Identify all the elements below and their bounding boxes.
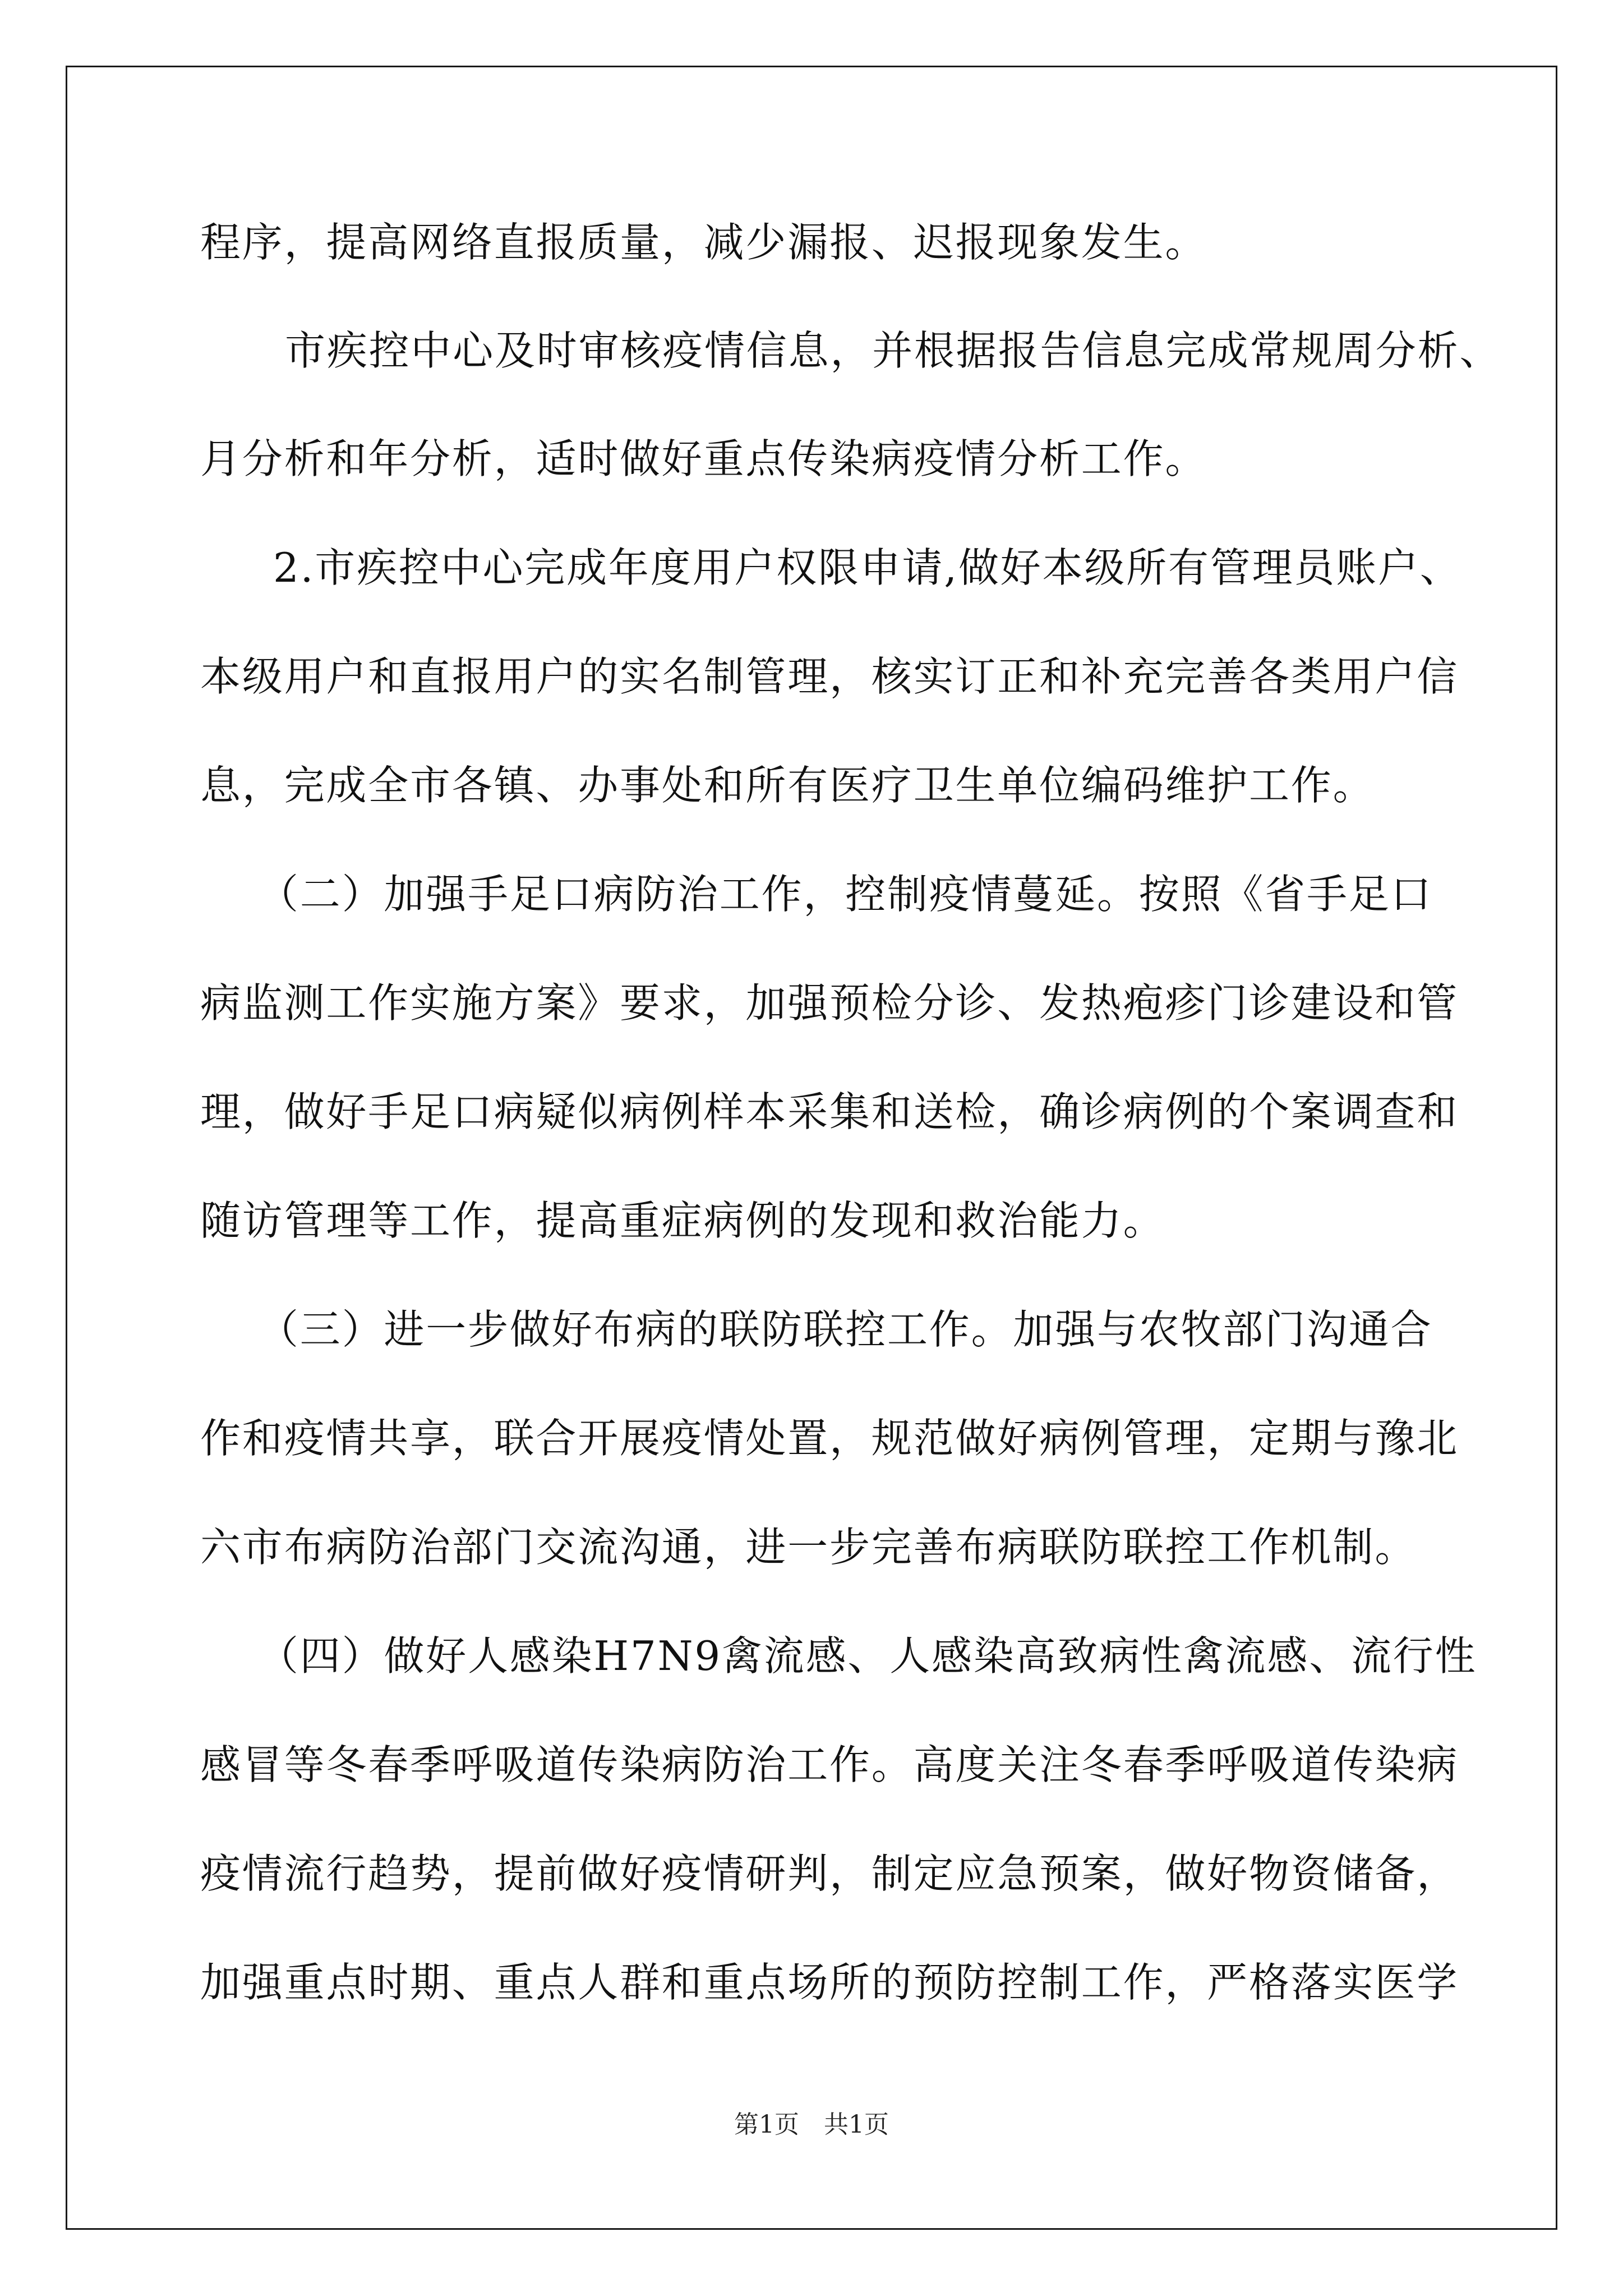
- text-line: （三）进一步做好布病的联防联控工作。加强与农牧部门沟通合: [258, 1306, 1433, 1353]
- text-line: （二）加强手足口病防治工作，控制疫情蔓延。按照《省手足口: [258, 871, 1433, 918]
- text-line: 理，做好手足口病疑似病例样本采集和送检，确诊病例的个案调查和: [200, 1088, 1459, 1135]
- text-line: 感冒等冬春季呼吸道传染病防治工作。高度关注冬春季呼吸道传染病: [200, 1741, 1459, 1788]
- text-line: 程序，提高网络直报质量，减少漏报、迟报现象发生。: [200, 219, 1207, 266]
- text-line: 随访管理等工作，提高重症病例的发现和救治能力。: [200, 1197, 1165, 1244]
- text-line: 本级用户和直报用户的实名制管理，核实订正和补充完善各类用户信: [200, 653, 1459, 700]
- page-number-footer: 第1页 共1页: [734, 2110, 889, 2139]
- text-line: 息，完成全市各镇、办事处和所有医疗卫生单位编码维护工作。: [200, 762, 1375, 809]
- text-line: 市疾控中心及时审核疫情信息，并根据报告信息完成常规周分析、: [285, 327, 1502, 374]
- text-line: 月分析和年分析，适时做好重点传染病疫情分析工作。: [200, 435, 1207, 482]
- text-line: 病监测工作实施方案》要求，加强预检分诊、发热疱疹门诊建设和管: [200, 979, 1459, 1027]
- text-line: 2.市疾控中心完成年度用户权限申请,做好本级所有管理员账户、: [273, 544, 1462, 591]
- text-line: （四）做好人感染H7N9禽流感、人感染高致病性禽流感、流行性: [258, 1632, 1477, 1680]
- text-line: 疫情流行趋势，提前做好疫情研判，制定应急预案，做好物资储备，: [200, 1850, 1459, 1897]
- text-line: 作和疫情共享，联合开展疫情处置，规范做好病例管理，定期与豫北: [200, 1415, 1459, 1462]
- text-line: 六市布病防治部门交流沟通，进一步完善布病联防联控工作机制。: [200, 1524, 1417, 1571]
- text-line: 加强重点时期、重点人群和重点场所的预防控制工作，严格落实医学: [200, 1959, 1459, 2006]
